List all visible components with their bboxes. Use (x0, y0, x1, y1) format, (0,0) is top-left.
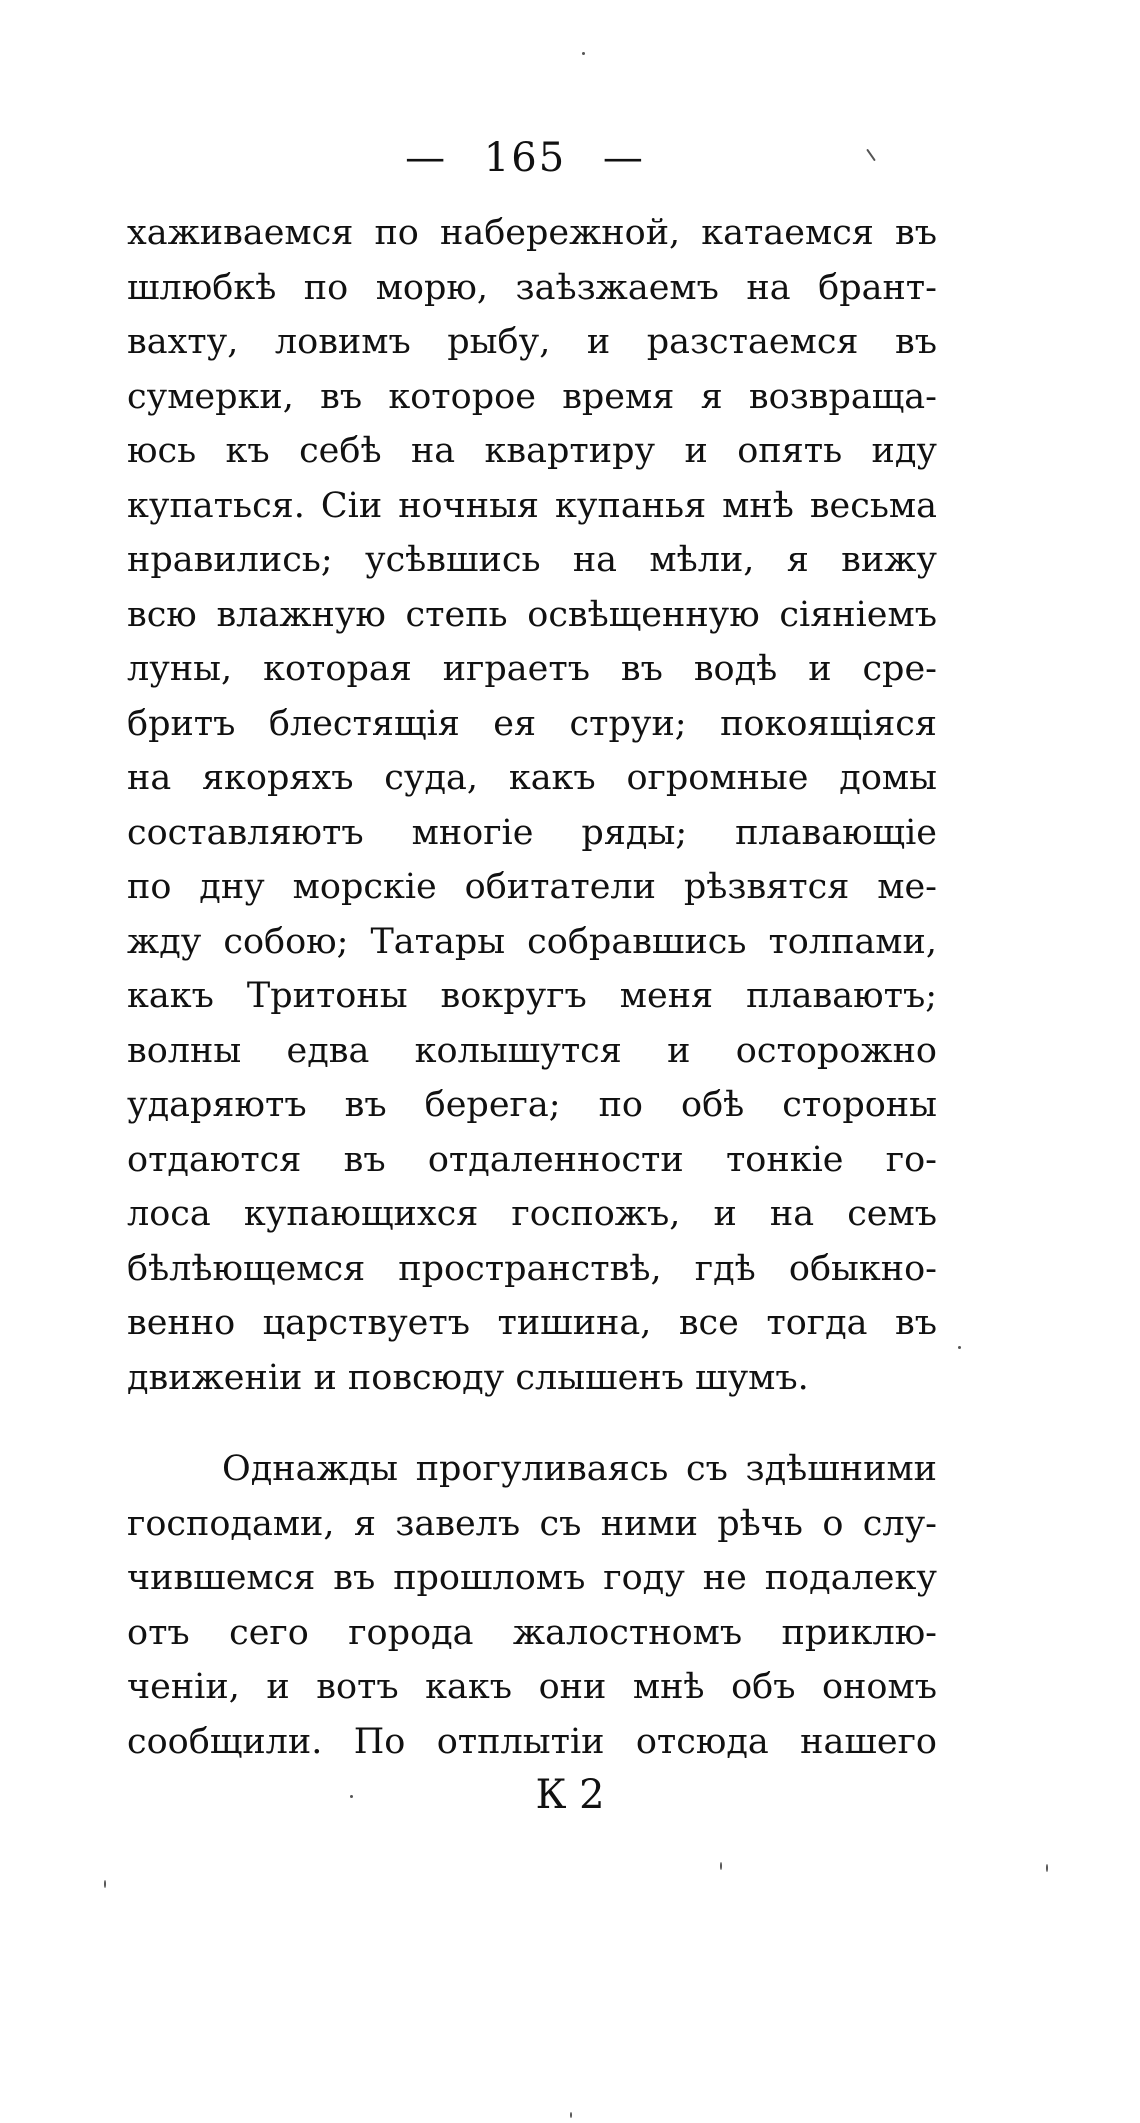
page-header (0, 135, 1050, 181)
text-line: господами, я завелъ съ ними рѣчь о слу- (127, 1503, 937, 1544)
text-line: Однажды прогуливаясь съ здѣшними (222, 1449, 937, 1489)
text-line: хаживаемся по набережной, катаемся въ (127, 213, 937, 253)
print-speck (720, 1862, 722, 1870)
text-line: нравились; усѣвшись на мѣли, я вижу (127, 540, 937, 580)
signature-mark: К 2 (535, 1772, 605, 1818)
text-line: жду собою; Татары собравшись толпами, (127, 921, 937, 962)
text-line: бѣлѣющемся пространствѣ, гдѣ обыкно- (127, 1248, 937, 1289)
text-line: составляютъ многіе ряды; плавающіе (127, 812, 937, 853)
print-speck (958, 1346, 961, 1349)
text-line: вахту, ловимъ рыбу, и разстаемся въ (127, 322, 937, 362)
print-speck (1046, 1864, 1048, 1872)
header-dash-left: — (405, 135, 448, 181)
text-line: на якоряхъ суда, какъ огромные домы (127, 758, 937, 798)
paragraph-1 (127, 206, 937, 1405)
text-line: какъ Тритоны вокругъ меня плаваютъ; (127, 976, 937, 1016)
text-line: юсь къ себѣ на квартиру и опять иду (127, 431, 937, 471)
text-line: отъ сего города жалостномъ приклю- (127, 1612, 937, 1653)
text-line: ударяютъ въ берега; по обѣ стороны (127, 1085, 937, 1125)
text-line: купаться. Сіи ночныя купанья мнѣ весьма (127, 485, 937, 526)
text-line: лоса купающихся госпожъ, и на семъ (127, 1194, 937, 1234)
page-number: 165 (483, 135, 567, 181)
text-line: шлюбкѣ по морю, заѣзжаемъ на брант- (127, 267, 937, 308)
text-line: сообщили. По отплытіи отсюда нашего (127, 1721, 937, 1762)
text-line: бритъ блестящія ея струи; покоящіяся (127, 703, 937, 744)
text-line: движеніи и повсюду слышенъ шумъ. (127, 1357, 809, 1398)
text-line: по дну морскіе обитатели рѣзвятся ме- (127, 867, 937, 907)
print-speck (570, 2112, 572, 2118)
print-speck (104, 1880, 106, 1888)
text-line: сумерки, въ которое время я возвраща- (127, 376, 937, 417)
text-line: луны, которая играетъ въ водѣ и сре- (127, 649, 937, 689)
paragraph-2 (127, 1442, 937, 1769)
text-line: венно царствуетъ тишина, все тогда въ (127, 1303, 937, 1343)
text-line: всю влажную степь освѣщенную сіяніемъ (127, 594, 937, 635)
print-speck (350, 1795, 353, 1798)
text-line: волны едва колышутся и осторожно (127, 1030, 937, 1071)
text-line: ченіи, и вотъ какъ они мнѣ объ ономъ (127, 1667, 937, 1707)
text-line: отдаются въ отдаленности тонкіе го- (127, 1139, 937, 1180)
print-speck (582, 52, 585, 55)
header-dash-right: — (602, 135, 645, 181)
text-line: чившемся въ прошломъ году не подалеку (127, 1558, 937, 1598)
